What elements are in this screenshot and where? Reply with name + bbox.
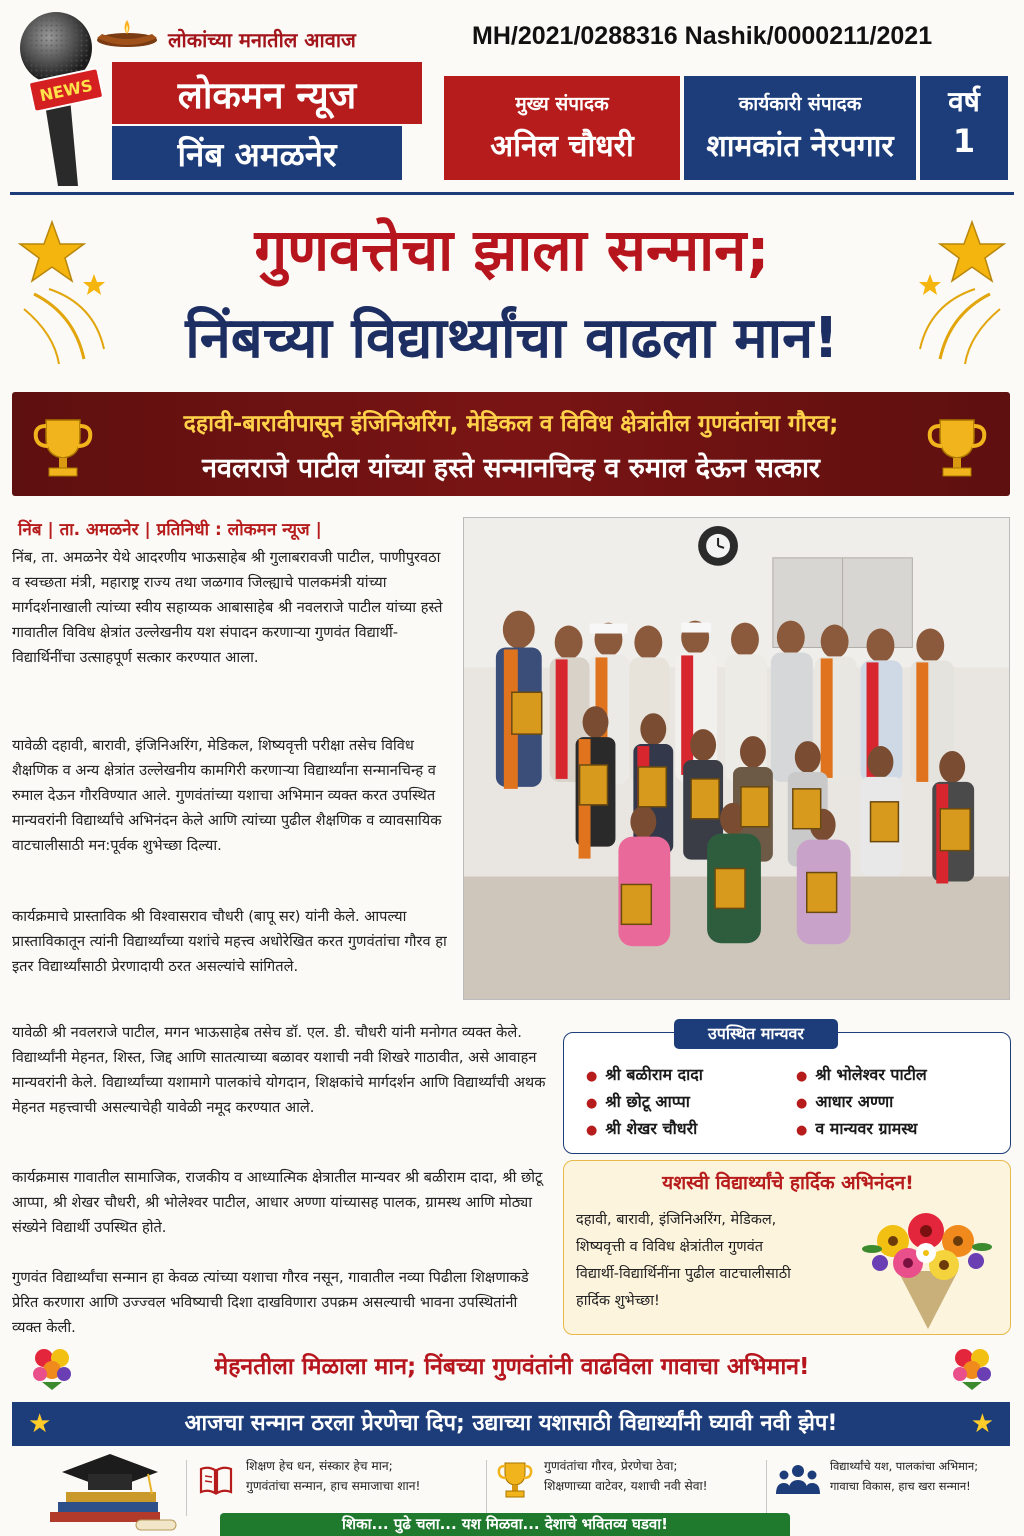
footer-panel-line: विद्यार्थ्यांचे यश, पालकांचा अभिमान; bbox=[830, 1459, 979, 1473]
brand-name: लोकमन न्यूज bbox=[112, 62, 422, 124]
article-paragraph: कार्यक्रमास गावातील सामाजिक, राजकीय व आध्यात्मिक क्षेत्रातील मान्यवर श्री बळीराम दादा, श्री छोटू आप्पा, श्री शेखर चौधरी, श्री भोलेश्वर पाटील, आधार अण्णा यांच्यासह पालक, ग्रामस्थ आणि मोठ्या संख्येने विद्यार्थी उपस्थित होते. bbox=[12, 1169, 543, 1236]
graduation-cap-icon bbox=[40, 1450, 180, 1536]
footer-panel bbox=[544, 1456, 766, 1516]
article-paragraph: यावेळी दहावी, बारावी, इंजिनिअरिंग, मेडिकल, शिष्यवृत्ती परीक्षा तसेच विविध शैक्षणिक व अन्य क्षेत्रांत उल्लेखनीय कामगिरी करणाऱ्या विद्यार्थ्यांना सन्मानचिन्ह व रुमाल देऊन गौरविण्यात आले. गुणवंतांच्या यशाचा अभिमान व्यक्त करत उपस्थित मान्यवरांनी विद्यार्थ्यांचे अभिनंदन केले आणि त्यांच्या पुढील शैक्षणिक व व्यावसायिक वाटचालीसाठी मन:पूर्वक शुभेच्छा दिल्या. bbox=[12, 737, 442, 854]
news-tag: NEWS bbox=[27, 67, 104, 113]
footer-banner bbox=[12, 1402, 1010, 1446]
footer-motto: शिका... पुढे चला... यश मिळवा... देशाचे भवितव्य घडवा! bbox=[220, 1513, 790, 1536]
footer-panel-line: गावाचा विकास, हाच खरा सन्मान! bbox=[830, 1479, 971, 1493]
dignitary-name: ● आधार अण्णा bbox=[796, 1090, 893, 1112]
exec-editor-role: कार्यकारी संपादक bbox=[738, 93, 862, 115]
congratulations-line: हार्दिक शुभेच्छा! bbox=[576, 1293, 660, 1309]
masthead bbox=[0, 0, 1024, 195]
dateline: निंब | ता. अमळनेर | प्रतिनिधी : लोकमन न्यूज | bbox=[18, 520, 322, 540]
headline-line-2: निंबच्या विद्यार्थ्यांचा वाढला मान! bbox=[185, 306, 839, 371]
divider bbox=[766, 1460, 767, 1516]
group-photo bbox=[463, 517, 1010, 1000]
dignitary-name: ● श्री शेखर चौधरी bbox=[586, 1117, 697, 1139]
divider bbox=[186, 1460, 187, 1516]
star-icon: ★ bbox=[970, 1409, 994, 1439]
dignitaries-box bbox=[563, 1024, 1011, 1154]
chief-editor-box bbox=[444, 76, 680, 180]
subheadline-line-1: दहावी-बारावीपासून इंजिनिअरिंग, मेडिकल व विविध क्षेत्रांतील गुणवंतांचा गौरव; bbox=[183, 411, 839, 437]
exec-editor-name: शामकांत नेरपगार bbox=[706, 129, 894, 164]
footer-panel bbox=[246, 1456, 486, 1516]
exec-editor-box bbox=[684, 76, 916, 180]
chief-editor-role: मुख्य संपादक bbox=[515, 93, 609, 115]
star-icon: ★ bbox=[28, 1409, 52, 1439]
diya-lamp-icon bbox=[92, 18, 162, 48]
people-icon bbox=[776, 1462, 820, 1498]
article-paragraph: कार्यक्रमाचे प्रास्ताविक श्री विश्वासराव चौधरी (बापू सर) यांनी केले. आपल्या प्रास्ताविकातून त्यांनी विद्यार्थ्यांच्या यशांचे महत्त्व अधोरेखित करत गुणवंतांचा गौरव हा इतर विद्यार्थ्यांसाठी प्रेरणादायी ठरत असल्यांचे सांगितले. bbox=[12, 908, 447, 975]
subheadline-line-2: नवलराजे पाटील यांच्या हस्ते सन्मानचिन्ह व रुमाल देऊन सत्कार bbox=[202, 453, 820, 484]
chief-editor-name: अनिल चौधरी bbox=[490, 129, 634, 164]
congratulations-text bbox=[576, 1207, 846, 1315]
flower-bouquet-icon bbox=[858, 1201, 998, 1331]
article-paragraph: गुणवंत विद्यार्थ्यांचा सन्मान हा केवळ त्यांच्या यशाचा गौरव नसून, गावातील नव्या पिढीला शिक्षणाकडे प्रेरित करणारा आणि उज्ज्वल भविष्याची दिशा दाखविणारा उपक्रम असल्याची भावना उपस्थितांनी व्यक्त केली. bbox=[12, 1269, 529, 1336]
footer-slogan: मेहनतीला मिळाला मान; निंबच्या गुणवंतांनी वाढविला गावाचा अभिमान! bbox=[214, 1354, 810, 1380]
footer-panel-line: शिक्षणाच्या वाटेवर, यशाची नवी सेवा! bbox=[544, 1479, 708, 1493]
header-divider bbox=[10, 192, 1014, 195]
year-box bbox=[920, 76, 1008, 180]
congratulations-line: शिष्यवृत्ती व विविध क्षेत्रांतील गुणवंत bbox=[576, 1239, 764, 1255]
trophy-icon bbox=[496, 1460, 534, 1500]
dignitary-name: ● श्री भोलेश्वर पाटील bbox=[796, 1063, 927, 1085]
article-paragraph: यावेळी श्री नवलराजे पाटील, मगन भाऊसाहेब तसेच डॉ. एल. डी. चौधरी यांनी मनोगत व्यक्त केले. विद्यार्थ्यांनी मेहनत, शिस्त, जिद्द आणि सातत्याच्या बळावर यशाची नवी शिखरे गाठावीत, असे आवाहन मान्यवरांनी केले. विद्यार्थ्यांच्या यशामागे पालकांचे योगदान, शिक्षकांचे मार्गदर्शन आणि विद्यार्थ्यांची अथक मेहनत महत्त्वाची असल्याचेही यावेळी नमूद करण्यात आले. bbox=[12, 1024, 546, 1116]
dignitaries-title: उपस्थित मान्यवर bbox=[674, 1019, 838, 1049]
brand-place: निंब अमळनेर bbox=[112, 126, 402, 180]
dignitary-name: ● श्री बळीराम दादा bbox=[586, 1063, 703, 1085]
congratulations-title: यशस्वी विद्यार्थ्यांचे हार्दिक अभिनंदन! bbox=[662, 1172, 914, 1194]
congratulations-box bbox=[563, 1160, 1011, 1335]
headline-line-1: गुणवत्तेचा झाला सन्मान; bbox=[254, 216, 770, 284]
congratulations-line: दहावी, बारावी, इंजिनिअरिंग, मेडिकल, bbox=[576, 1212, 777, 1228]
dignitary-name: ● श्री छोटू आप्पा bbox=[586, 1090, 690, 1112]
footer-panel-line: शिक्षण हेच धन, संस्कार हेच मान; bbox=[246, 1459, 393, 1473]
subheadline-banner bbox=[12, 392, 1010, 496]
divider bbox=[486, 1460, 487, 1516]
article-paragraph: निंब, ता. अमळनेर येथे आदरणीय भाऊसाहेब श्री गुलाबरावजी पाटील, पाणीपुरवठा व स्वच्छता मंत्री, महाराष्ट्र राज्य तथा जळगाव जिल्ह्याचे पालकमंत्री यांच्या मार्गदर्शनाखाली त्यांच्या स्वीय सहाय्यक आबासाहेब श्री नवलराजे पाटील यांच्या हस्ते गावातील विविध क्षेत्रांत उल्लेखनीय यश संपादन करणाऱ्या गुणवंत विद्यार्थी-विद्यार्थिनींचा उत्साहपूर्ण सत्कार करण्यात आला. bbox=[12, 549, 443, 666]
tagline: लोकांच्या मनातील आवाज bbox=[168, 28, 356, 52]
congratulations-line: विद्यार्थी-विद्यार्थिनींना पुढील वाटचालीसाठी bbox=[576, 1266, 791, 1282]
year-label: वर्ष bbox=[948, 85, 980, 118]
year-value: 1 bbox=[952, 122, 976, 160]
registration-number: MH/2021/0288316 Nashik/0000211/2021 bbox=[472, 22, 933, 50]
dignitary-name: ● व मान्यवर ग्रामस्थ bbox=[796, 1117, 917, 1139]
footer-panel-line: गुणवंतांचा सन्मान, हाच समाजाचा शान! bbox=[246, 1479, 421, 1493]
footer-panel bbox=[830, 1456, 1018, 1516]
footer-banner-text: आजचा सन्मान ठरला प्रेरणेचा दिप; उद्याच्या यशासाठी विद्यार्थ्यांनी घ्यावी नवी झेप! bbox=[184, 1411, 838, 1436]
footer-panel-line: गुणवंतांचा गौरव, प्रेरणेचा ठेवा; bbox=[544, 1459, 678, 1473]
book-icon bbox=[198, 1462, 234, 1498]
